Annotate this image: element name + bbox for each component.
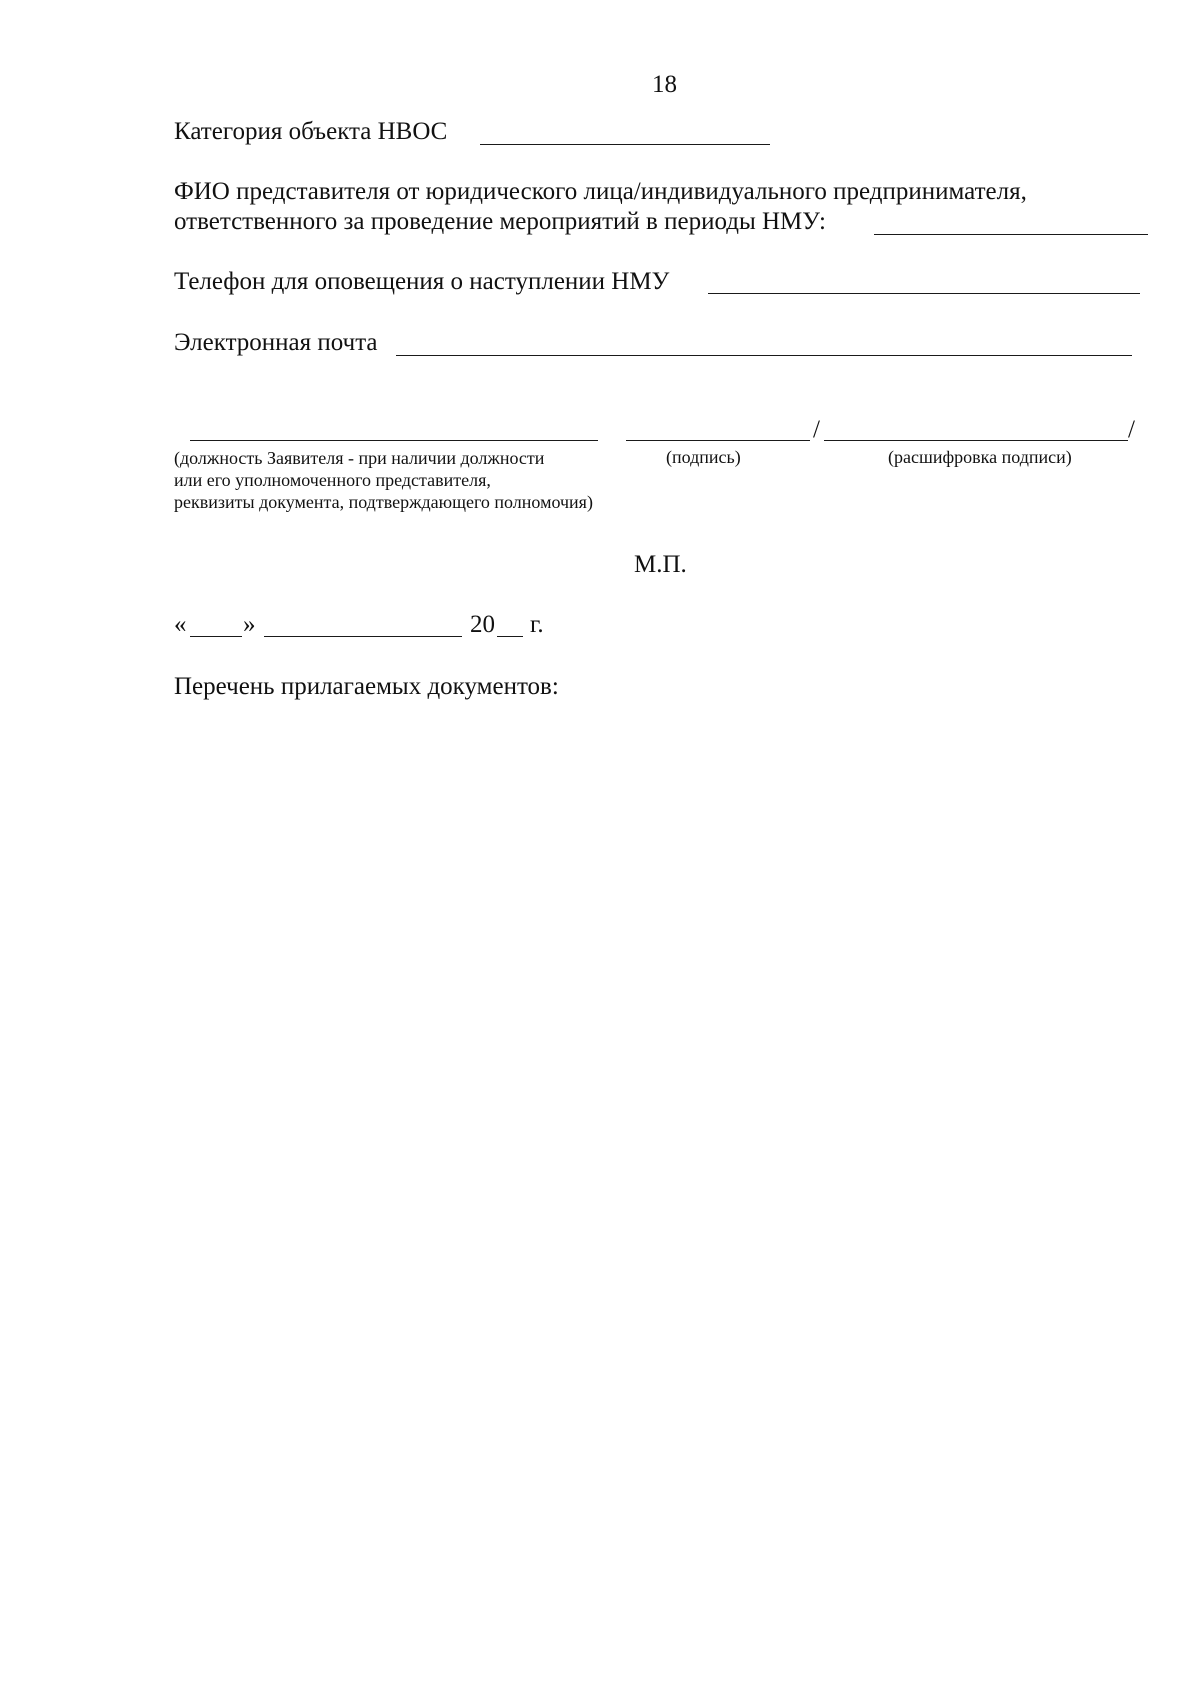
signature-caption: (подпись) [666,447,741,467]
attachments-label: Перечень прилагаемых документов: [174,673,559,700]
date-year-prefix: 20 [470,611,495,638]
position-caption-line1: (должность Заявителя - при наличии должности [174,448,545,468]
stamp-label: М.П. [634,551,687,578]
date-open-quote: « [174,611,187,638]
email-label: Электронная почта [174,329,378,356]
decoding-end-slash: / [1128,416,1135,443]
position-caption-line3: реквизиты документа, подтверждающего полномочия) [174,492,593,512]
phone-label: Телефон для оповещения о наступлении НМУ [174,268,670,295]
fio-label-line1: ФИО представителя от юридического лица/индивидуального предпринимателя, [174,178,1027,205]
phone-input-line[interactable] [708,293,1140,294]
decoding-caption: (расшифровка подписи) [888,447,1072,467]
position-caption-line2: или его уполномоченного представителя, [174,470,491,490]
category-label: Категория объекта НВОС [174,118,448,145]
date-year-suffix: г. [530,611,544,638]
position-input-line[interactable] [190,440,598,441]
page-number: 18 [652,71,677,98]
signature-separator: / [813,416,820,443]
signature-input-line[interactable] [626,440,810,441]
decoding-input-line[interactable] [824,440,1128,441]
date-year-line[interactable] [497,636,523,637]
email-input-line[interactable] [396,355,1132,356]
fio-label-line2: ответственного за проведение мероприятий в периоды НМУ: [174,208,826,235]
fio-input-line[interactable] [874,234,1148,235]
date-close-quote: » [243,611,256,638]
date-day-line[interactable] [190,636,242,637]
category-input-line[interactable] [480,144,770,145]
date-month-line[interactable] [264,636,462,637]
